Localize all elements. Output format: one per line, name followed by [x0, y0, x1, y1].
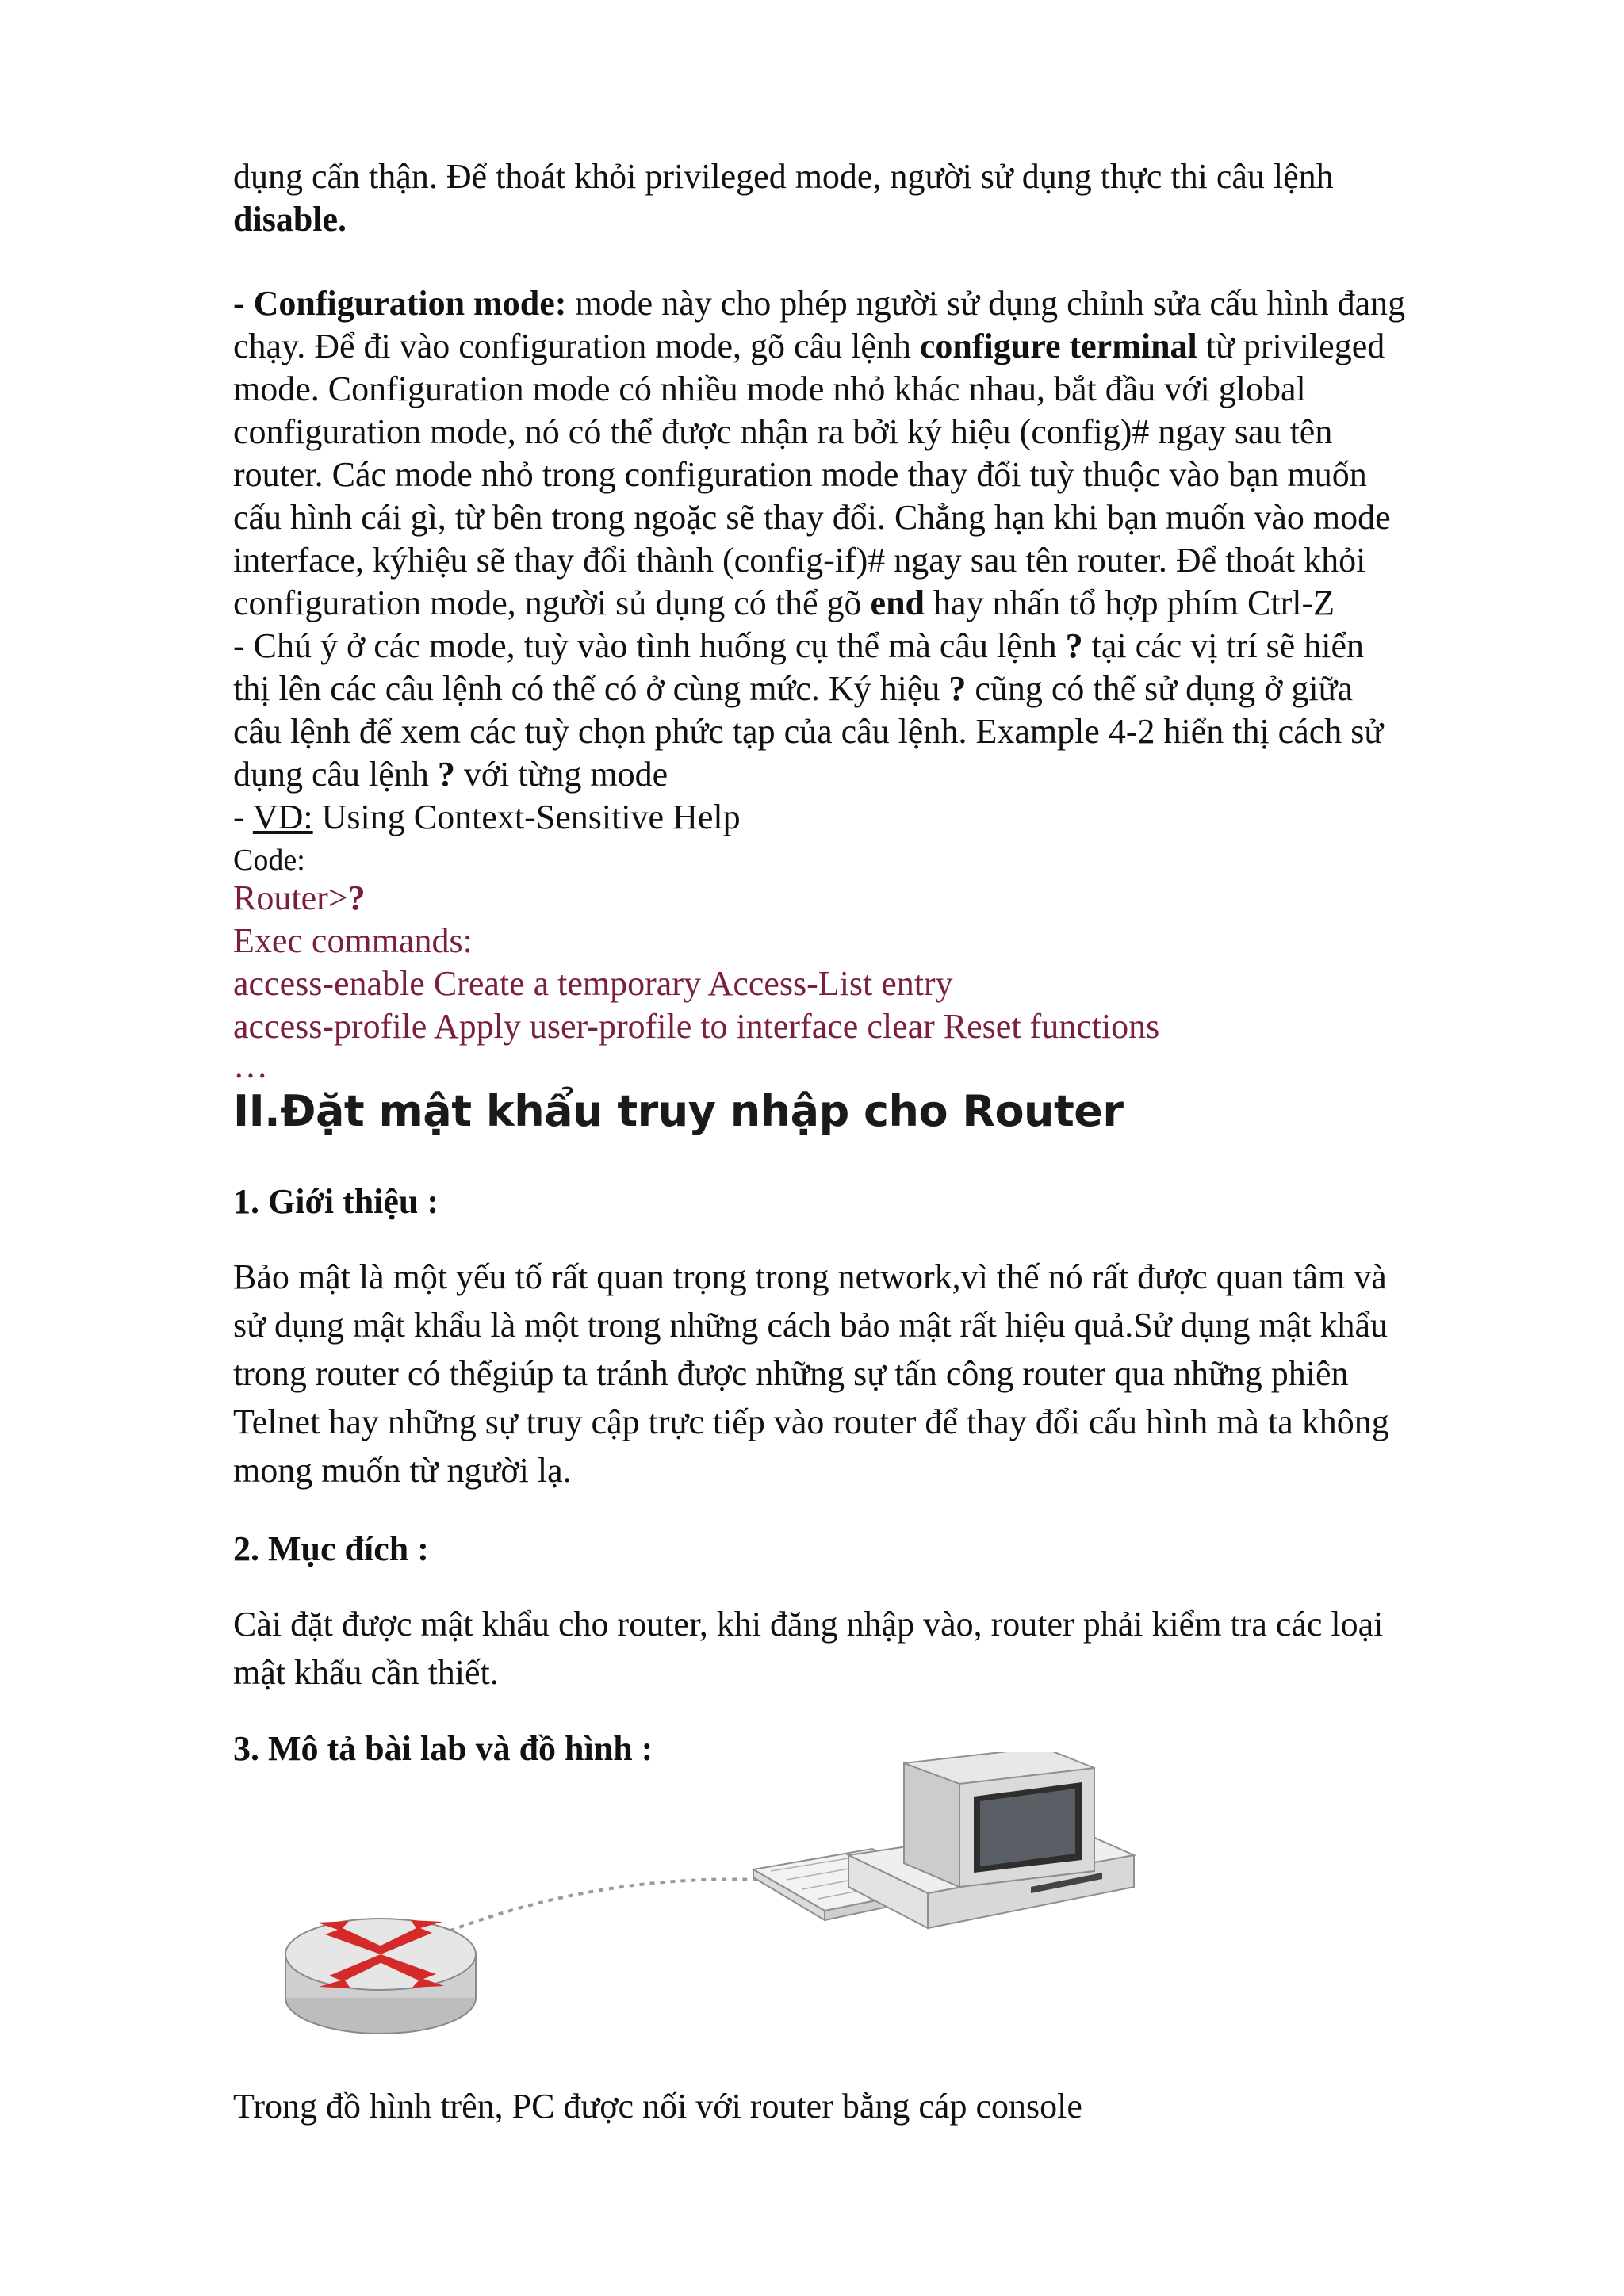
subsection-3-title: 3. Mô tả bài lab và đồ hình : [233, 1729, 653, 1768]
config-mode-line-1: - Configuration mode: mode này cho phép người sử dụng chỉnh sửa cấu hình đang [233, 284, 1406, 323]
code-line-4: access-profile Apply user-profile to interface clear Reset functions [233, 1007, 1160, 1046]
s1-paragraph-line-1: Bảo mật là một yếu tố rất quan trọng trong network,vì thế nó rất được quan tâm và [233, 1257, 1387, 1296]
config-mode-line-6: cấu hình cái gì, từ bên trong ngoặc sẽ thay đổi. Chẳng hạn khi bạn muốn vào mode [233, 498, 1391, 537]
config-mode-line-8: configuration mode, người sủ dụng có thể gõ end hay nhấn tổ hợp phím Ctrl-Z [233, 584, 1335, 622]
intro-line-2 [233, 198, 347, 241]
monitor-icon [904, 1752, 1094, 1887]
s1-paragraph-line-2: sử dụng mật khẩu là một trong những cách bảo mật rất hiệu quả.Sử dụng mật khẩu [233, 1306, 1388, 1345]
code-line-3: access-enable Create a temporary Access-List entry [233, 964, 953, 1003]
s1-paragraph-line-4: Telnet hay những sự truy cập trực tiếp vào router để thay đổi cấu hình mà ta không [233, 1402, 1389, 1441]
help-note-line-1: - Chú ý ở các mode, tuỳ vào tình huống cụ thể mà câu lệnh ? tại các vị trí sẽ hiển [233, 626, 1364, 665]
end-command: end [870, 584, 925, 622]
intro-line-1 [233, 155, 1334, 198]
code-line-1: Router>? [233, 878, 366, 917]
disable-command: disable. [233, 200, 347, 239]
config-mode-line-3: mode. Configuration mode có nhiều mode nhỏ khác nhau, bắt đầu với global [233, 369, 1306, 408]
lab-topology-diagram [270, 1752, 1166, 2053]
s2-paragraph-line-1: Cài đặt được mật khẩu cho router, khi đăng nhập vào, router phải kiểm tra các loại [233, 1605, 1384, 1644]
code-line-2: Exec commands: [233, 921, 473, 960]
config-mode-line-4: configuration mode, nó có thể được nhận ra bởi ký hiệu (config)# ngay sau tên [233, 412, 1333, 451]
subsection-2-title: 2. Mục đích : [233, 1529, 429, 1568]
config-mode-line-7: interface, kýhiệu sẽ thay đổi thành (config-if)# ngay sau tên router. Để thoát khỏi [233, 541, 1366, 580]
config-mode-term: Configuration mode: [253, 284, 567, 323]
config-mode-line-5: router. Các mode nhỏ trong configuration mode thay đổi tuỳ thuộc vào bạn muốn [233, 455, 1367, 494]
vd-label: VD: [252, 798, 313, 836]
diagram-caption: Trong đồ hình trên, PC được nối với router bằng cáp console [233, 2087, 1082, 2126]
intro-text: dụng cẩn thận. Để thoát khỏi privileged mode, người sử dụng thực thi câu lệnh [233, 157, 1334, 196]
s2-paragraph-line-2: mật khẩu cần thiết. [233, 1653, 499, 1692]
router-icon [285, 1919, 476, 2034]
code-ellipsis: … [233, 1047, 268, 1085]
code-label: Code: [233, 844, 305, 877]
help-note-line-4: dụng câu lệnh ? với từng mode [233, 755, 668, 794]
help-note-line-2: thị lên các câu lệnh có thể có ở cùng mức. Ký hiệu ? cũng có thể sử dụng ở giữa [233, 669, 1353, 708]
help-note-line-3: câu lệnh để xem các tuỳ chọn phức tạp của câu lệnh. Example 4-2 hiển thị cách sử [233, 712, 1384, 751]
config-mode-line-2: chạy. Để đi vào configuration mode, gõ câu lệnh configure terminal từ privileged [233, 327, 1385, 365]
subsection-1-title: 1. Giới thiệu : [233, 1182, 439, 1221]
s1-paragraph-line-3: trong router có thểgiúp ta tránh được những sự tấn công router qua những phiên [233, 1354, 1349, 1393]
configure-terminal-command: configure terminal [919, 327, 1197, 365]
s1-paragraph-line-5: mong muốn từ người lạ. [233, 1451, 572, 1490]
example-line: - VD: Using Context-Sensitive Help [233, 798, 741, 836]
section-heading: II.Đặt mật khẩu truy nhập cho Router [233, 1086, 1124, 1136]
console-cable [440, 1879, 777, 1934]
